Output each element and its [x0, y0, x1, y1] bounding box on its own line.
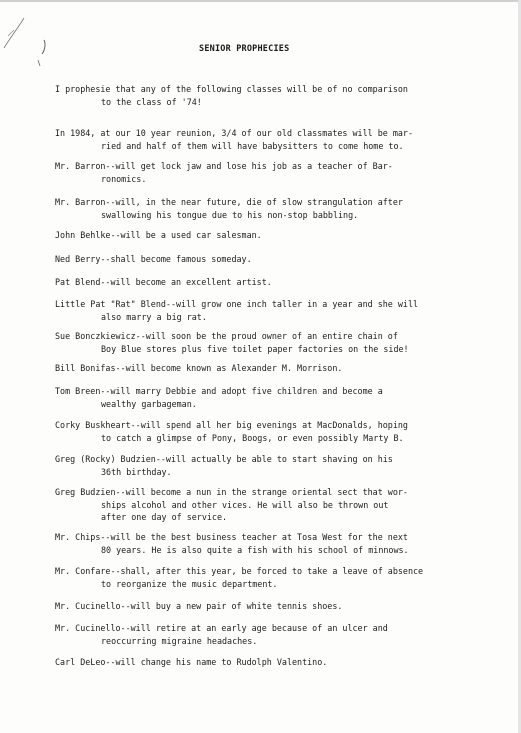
prophecy-line: Carl DeLeo--will change his name to Rudolph Valentino.	[55, 657, 328, 667]
prophecy-line-continued: also marry a big rat.	[101, 311, 207, 322]
scan-edge-top	[0, 0, 521, 2]
prophecy-line-continued: wealthy garbageman.	[101, 398, 197, 409]
prophecy-line-continued: ships alcohol and other vices. He will also be thrown out	[101, 499, 389, 510]
prophecy-line: Mr. Chips--will be the best business teacher at Tosa West for the next	[55, 532, 408, 542]
prophecy-bonifas	[55, 362, 342, 375]
prophecy-bonczkiewicz	[55, 330, 409, 355]
prophecy-cucinello-2	[55, 622, 388, 647]
prophecy-line: Mr. Confare--shall, after this year, be forced to take a leave of absence	[55, 566, 424, 576]
prophecy-chips	[55, 531, 409, 556]
prophecy-budzien-1	[55, 453, 393, 478]
prophecy-line: Bill Bonifas--will become known as Alexander M. Morrison.	[55, 363, 343, 373]
prophecy-line: Mr. Cucinello--will buy a new pair of white tennis shoes.	[55, 601, 343, 611]
prophecy-line-continued: ried and half of them will have babysitters to come home to.	[101, 140, 404, 151]
prophecy-line: Greg (Rocky) Budzien--will actually be able to start shaving on his	[55, 454, 393, 464]
prophecy-behlke	[55, 229, 262, 242]
prophecy-line-continued: to catch a glimpse of Pony, Boogs, or even possibly Marty B.	[101, 432, 404, 443]
prophecy-deleo	[55, 656, 327, 669]
pencil-mark	[0, 0, 60, 80]
prophecy-line: Pat Blend--will become an excellent artist.	[55, 277, 272, 287]
prophecy-line: Ned Berry--shall become famous someday.	[55, 254, 252, 264]
prophecy-line: Little Pat "Rat" Blend--will grow one inch taller in a year and she will	[55, 299, 419, 309]
prophecy-line: Mr. Barron--will get lock jaw and lose his job as a teacher of Bar-	[55, 161, 393, 171]
prophecy-line-continued: Boy Blue stores plus five toilet paper factories on the side!	[101, 343, 409, 354]
prophecy-line-continued: after one day of service.	[101, 512, 228, 522]
prophecy-barron-2	[55, 196, 403, 221]
prophecy-budzien-2	[55, 486, 408, 524]
prophecy-blend-2	[55, 298, 418, 323]
prophecy-barron-1	[55, 160, 393, 185]
prophecy-line: In 1984, at our 10 year reunion, 3/4 of our old classmates will be mar-	[55, 128, 413, 138]
prophecy-line: Tom Breen--will marry Debbie and adopt five children and become a	[55, 386, 383, 396]
prophecy-line: Sue Bonczkiewicz--will soon be the proud owner of an entire chain of	[55, 331, 398, 341]
prophecy-line-continued: to reorganize the music department.	[101, 578, 278, 589]
prophecy-breen	[55, 385, 383, 410]
prophecy-line-continued: ronomics.	[101, 173, 147, 184]
prophecy-line-continued: reoccurring migraine headaches.	[101, 635, 258, 646]
prophecy-line: Mr. Barron--will, in the near future, die of slow strangulation after	[55, 197, 403, 207]
prophecy-cucinello-1	[55, 600, 342, 613]
prophecy-line: John Behlke--will be a used car salesman.	[55, 230, 262, 240]
prophecy-blend-1	[55, 276, 272, 289]
prophecy-berry	[55, 253, 252, 266]
prophecy-line: Greg Budzien--will become a nun in the strange oriental sect that wor-	[55, 487, 408, 497]
prophecy-line-continued: to the class of '74!	[101, 96, 202, 107]
prophecy-confare	[55, 565, 423, 590]
prophecy-reunion	[55, 127, 413, 152]
prophecy-line: Corky Buskheart--will spend all her big evenings at MacDonalds, hoping	[55, 420, 408, 430]
prophecy-line-continued: swallowing his tongue due to his non-stop babbling.	[101, 209, 359, 220]
prophecy-intro	[55, 83, 408, 108]
prophecy-line: Mr. Cucinello--will retire at an early age because of an ulcer and	[55, 623, 388, 633]
prophecy-line-continued: 36th birthday.	[101, 466, 172, 477]
document-title: SENIOR PROPHECIES	[199, 44, 290, 54]
prophecy-line: I prophesie that any of the following classes will be of no comparison	[55, 84, 408, 94]
prophecy-buskheart	[55, 419, 408, 444]
prophecy-line-continued: 80 years. He is also quite a fish with his school of minnows.	[101, 544, 409, 555]
